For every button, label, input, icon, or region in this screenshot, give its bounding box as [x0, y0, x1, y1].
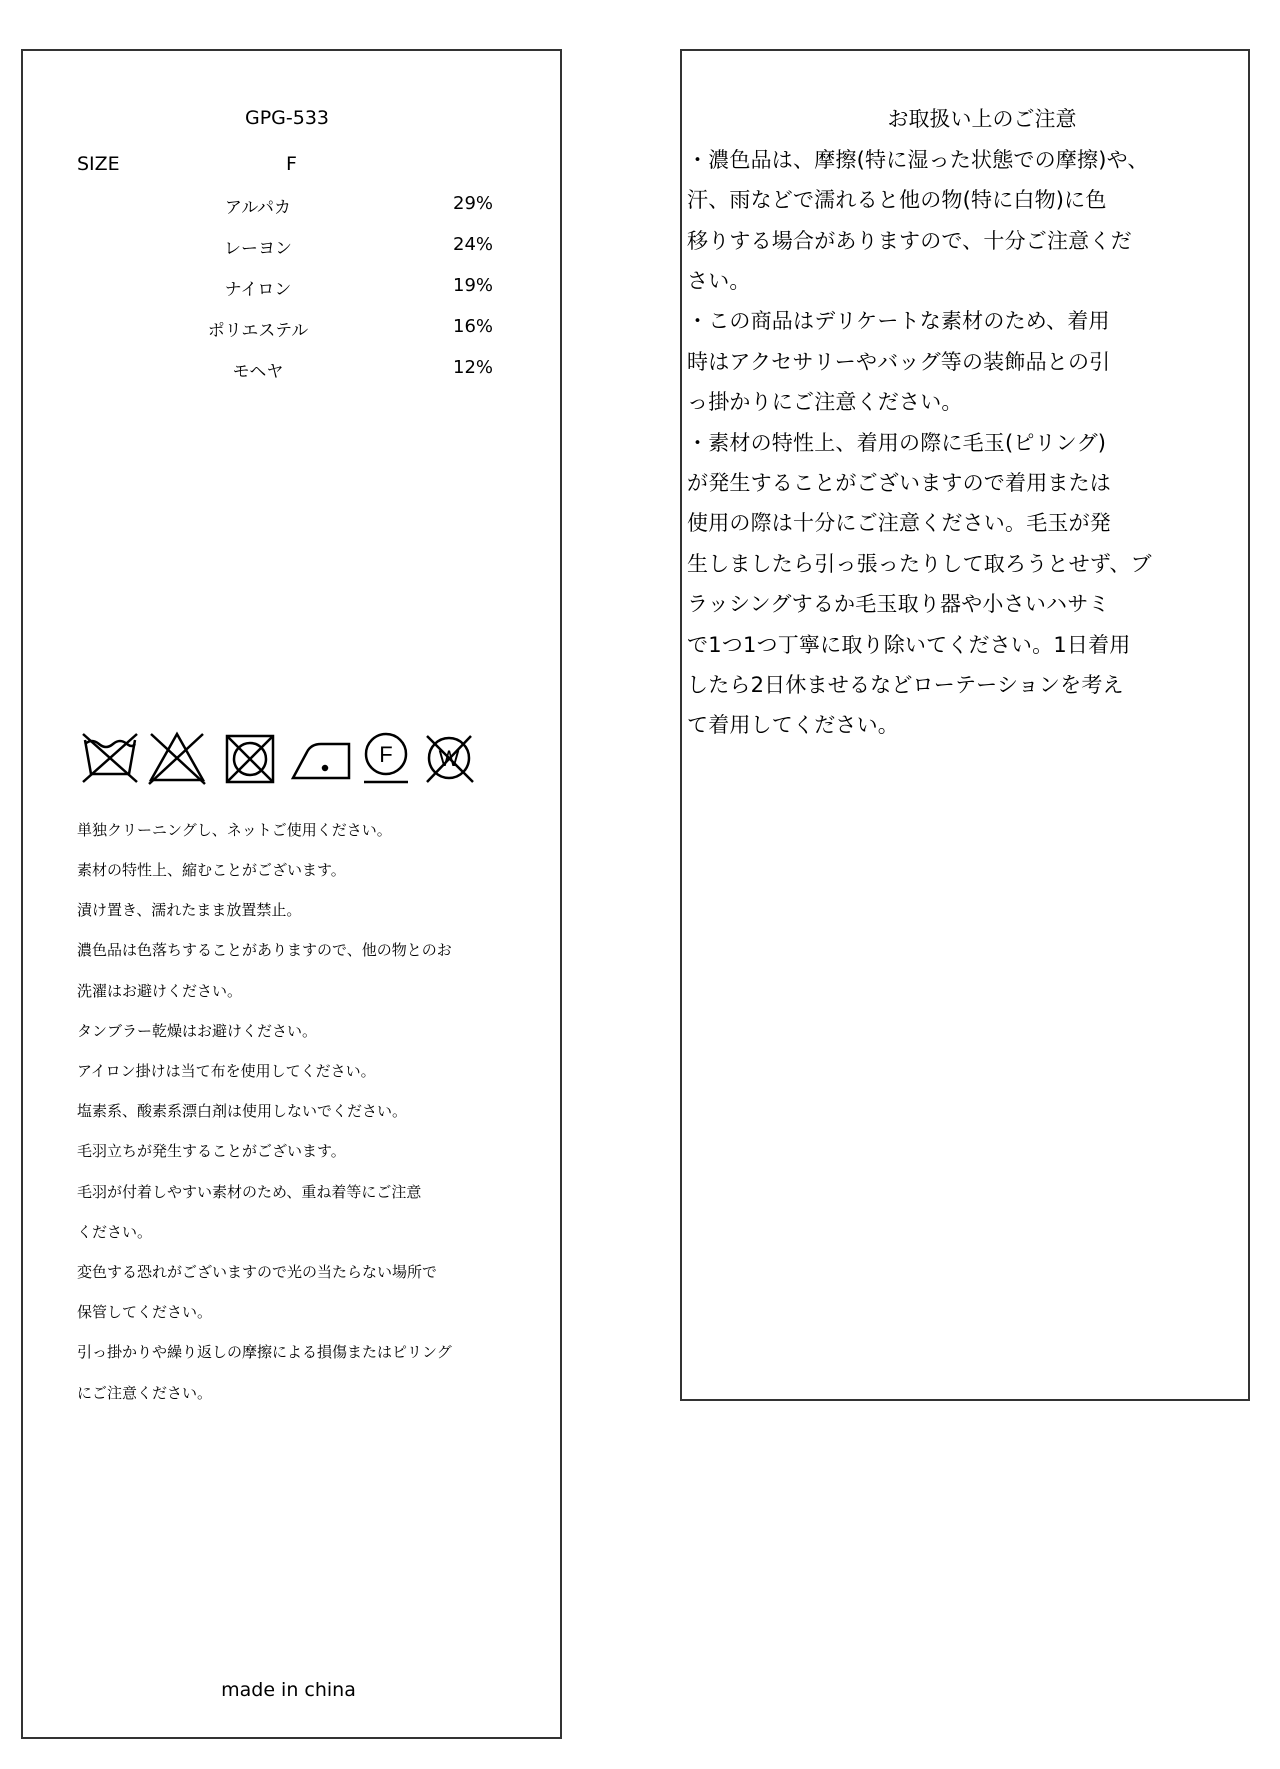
fiber-percent: 19% [453, 275, 494, 296]
fiber-percent: 29% [453, 193, 494, 214]
care-instruction: ください。 [77, 1223, 153, 1241]
care-instruction: にご注意ください。 [77, 1384, 213, 1402]
size-label: SIZE [77, 153, 120, 175]
care-instruction: 洗濯はお避けください。 [77, 982, 243, 1000]
care-instruction: タンブラー乾燥はお避けください。 [77, 1022, 318, 1040]
fiber-name: モヘヤ [232, 362, 284, 382]
care-instruction: 漬け置き、濡れたまま放置禁止。 [77, 901, 302, 919]
fiber-percent: 12% [453, 357, 494, 378]
fiber-percent: 24% [453, 234, 494, 255]
fiber-name: ポリエステル [207, 321, 309, 341]
handling-notice-panel [680, 49, 1250, 1401]
no-bleach-icon [149, 734, 205, 784]
product-code: GPG-533 [245, 107, 330, 129]
notice-line: っ掛かりにご注意ください。 [687, 390, 963, 414]
notice-line: で1つ1つ丁寧に取り除いてください。1日着用 [687, 633, 1131, 657]
care-instruction: 濃色品は色落ちすることがありますので、他の物とのお [77, 941, 452, 959]
hand-wash-icon [83, 734, 137, 782]
iron-low-icon [293, 744, 349, 778]
notice-line: 使用の際は十分にご注意ください。毛玉が発 [687, 511, 1111, 535]
notice-line: さい。 [687, 269, 751, 293]
care-instruction: 単独クリーニングし、ネットご使用ください。 [77, 821, 392, 839]
notice-title: お取扱い上のご注意 [887, 107, 1077, 131]
care-instruction: 保管してください。 [77, 1303, 213, 1321]
svg-text:F: F [379, 742, 393, 767]
care-instruction: 毛羽が付着しやすい素材のため、重ね着等にご注意 [77, 1183, 422, 1201]
notice-line: ・素材の特性上、着用の際に毛玉(ピリング) [687, 431, 1107, 455]
care-instruction: アイロン掛けは当て布を使用してください。 [77, 1062, 376, 1080]
size-value: F [286, 153, 297, 175]
care-symbols-row [81, 730, 521, 790]
care-label-panel [21, 49, 562, 1739]
notice-line: 移りする場合がありますので、十分ご注意くだ [687, 229, 1132, 253]
notice-line: 汗、雨などで濡れると他の物(特に白物)に色 [687, 188, 1107, 212]
no-wet-clean-icon [427, 736, 473, 782]
notice-line: て着用してください。 [687, 713, 899, 737]
country-of-origin: made in china [221, 1679, 356, 1701]
notice-line: ラッシングするか毛玉取り器や小さいハサミ [687, 592, 1110, 616]
care-instruction: 素材の特性上、縮むことがございます。 [77, 861, 346, 879]
notice-line: が発生することがございますので着用または [687, 471, 1111, 495]
dry-clean-f-icon [364, 734, 408, 782]
fiber-name: レーヨン [224, 239, 292, 259]
no-tumble-dry-icon [227, 736, 273, 782]
care-instruction: 引っ掛かりや繰り返しの摩擦による損傷またはピリング [77, 1343, 452, 1361]
notice-line: ・この商品はデリケートな素材のため、着用 [687, 309, 1110, 333]
fiber-percent: 16% [453, 316, 494, 337]
care-instruction: 塩素系、酸素系漂白剤は使用しないでください。 [77, 1102, 408, 1120]
notice-line: 時はアクセサリーやバッグ等の装飾品との引 [687, 350, 1111, 374]
notice-line: ・濃色品は、摩擦(特に湿った状態での摩擦)や、 [687, 148, 1149, 172]
notice-line: したら2日休ませるなどローテーションを考え [687, 673, 1124, 697]
fiber-name: アルパカ [224, 198, 292, 218]
care-instruction: 変色する恐れがございますので光の当たらない場所で [77, 1263, 438, 1281]
fiber-name: ナイロン [224, 280, 292, 300]
care-instruction: 毛羽立ちが発生することがございます。 [77, 1142, 346, 1160]
notice-line: 生しましたら引っ張ったりして取ろうとせず、ブ [687, 552, 1152, 576]
svg-text:W: W [438, 746, 460, 771]
